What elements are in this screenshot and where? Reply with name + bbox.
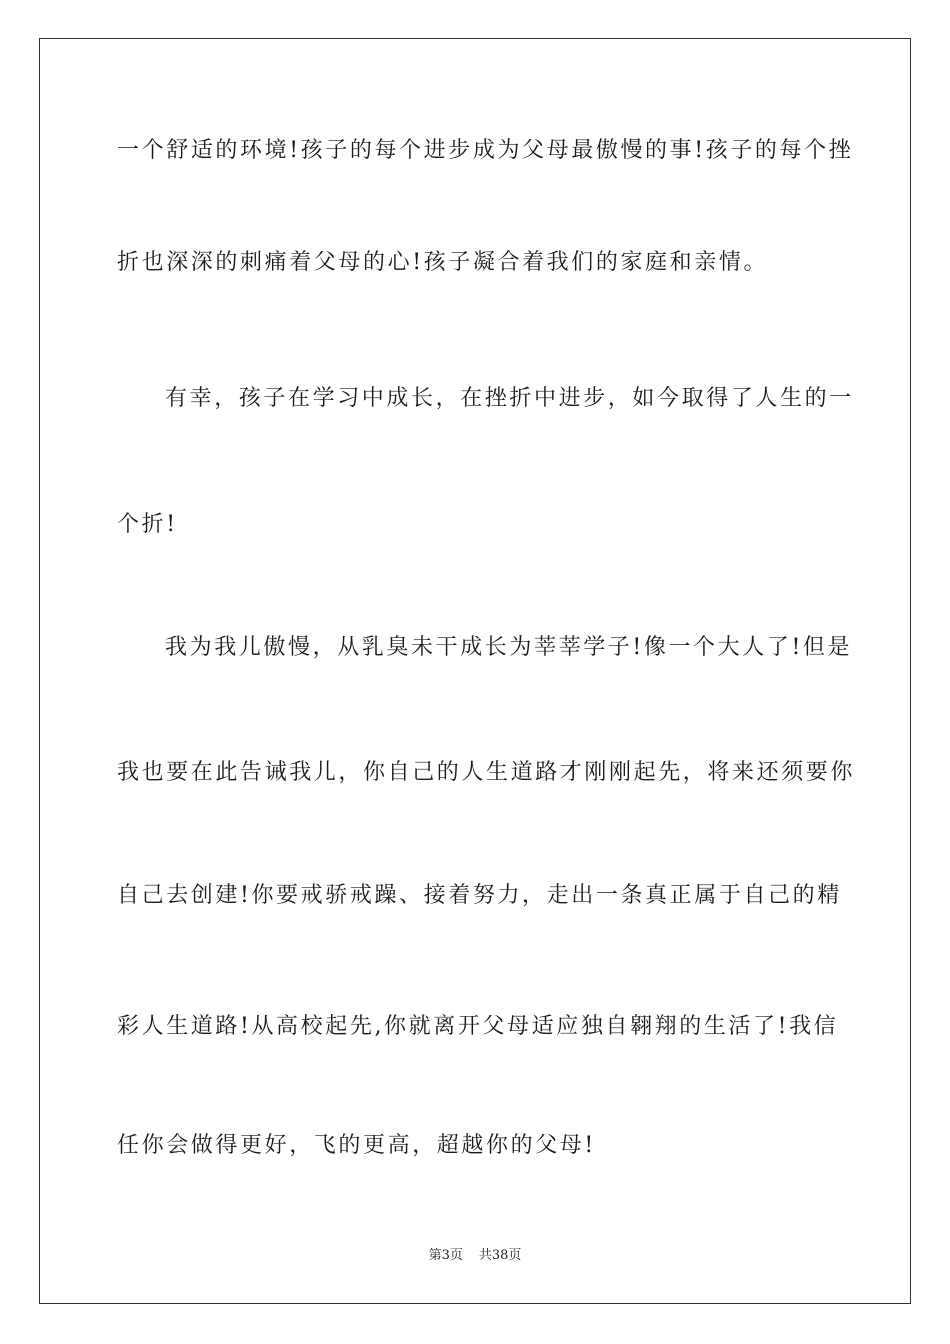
page-number: 第3页 [428,1248,463,1263]
text-line: 彩人生道路!从高校起先,你就离开父母适应独自翱翔的生活了!我信 [117,1014,839,1039]
text-line: 自己去创建!你要戒骄戒躁、接着努力，走出一条真正属于自己的精 [117,883,842,908]
text-line: 个折! [117,512,178,537]
text-line: 一个舒适的环境!孩子的每个进步成为父母最傲慢的事!孩子的每个挫 [117,138,854,163]
page-footer [0,1247,950,1265]
total-pages: 共38页 [478,1248,522,1263]
text-line: 任你会做得更好，飞的更高，超越你的父母! [117,1133,596,1158]
text-line: 有幸，孩子在学习中成长，在挫折中进步，如今取得了人生的一 [165,386,854,411]
text-line: 我为我儿傲慢，从乳臭未干成长为莘莘学子!像一个大人了!但是 [165,635,853,660]
page-border [39,38,911,1304]
text-line: 我也要在此告诫我儿，你自己的人生道路才刚刚起先，将来还须要你 [117,760,856,785]
text-line: 折也深深的刺痛着父母的心!孩子凝合着我们的家庭和亲情。 [117,250,769,275]
